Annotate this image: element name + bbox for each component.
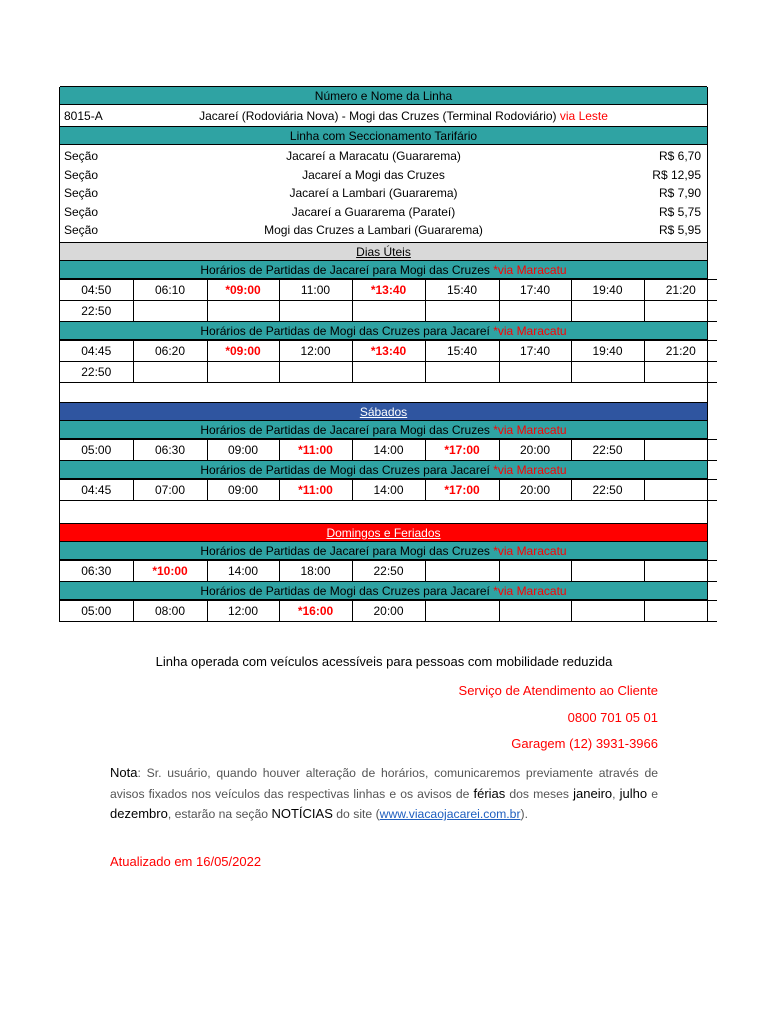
- note-text: , estarão na seção: [167, 807, 272, 821]
- section-price: R$ 7,90: [658, 186, 701, 200]
- sundays-band: [60, 523, 707, 542]
- departure-time: 06:10: [133, 279, 207, 300]
- departure-time: 12:00: [207, 600, 279, 621]
- note-text: ,: [612, 786, 620, 801]
- section-route: Jacareí a Lambari (Guararema): [289, 186, 458, 200]
- via-maracatu-label: *via Maracatu: [493, 543, 567, 558]
- departure-time: *17:00: [425, 439, 499, 460]
- sunday-mogi-band: [60, 581, 707, 600]
- departure-time: 17:40: [499, 340, 571, 361]
- dep-jacarei-label: Horários de Partidas de Jacareí para Mogi das Cruzes: [200, 262, 490, 277]
- time-row: [60, 439, 717, 460]
- time-row: [60, 560, 717, 581]
- empty-cell: [133, 361, 207, 382]
- section-route: Jacareí a Guararema (Parateí): [291, 204, 456, 219]
- departure-time: *09:00: [207, 340, 279, 361]
- departure-time: *10:00: [133, 560, 207, 581]
- empty-cell: [352, 361, 425, 382]
- departure-time: 04:45: [60, 479, 133, 500]
- departure-time: *11:00: [279, 479, 352, 500]
- departure-time: 12:00: [279, 340, 352, 361]
- empty-cell: [644, 300, 717, 321]
- departure-time: 04:45: [60, 340, 133, 361]
- departure-time: 15:40: [425, 279, 499, 300]
- empty-cell: [571, 600, 644, 621]
- line-via: via Leste: [559, 108, 608, 123]
- time-row: [60, 279, 717, 300]
- accessibility-note: Linha operada com veículos acessíveis para pessoas com mobilidade reduzida: [155, 654, 613, 669]
- sundays-title: Domingos e Feriados: [326, 525, 441, 540]
- empty-cell: [133, 300, 207, 321]
- departure-time: 21:20: [644, 279, 717, 300]
- departure-time: 22:50: [352, 560, 425, 581]
- section-route: Jacareí a Mogi das Cruzes: [302, 167, 445, 182]
- empty-cell: [279, 300, 352, 321]
- sunday-mogi-table: [60, 600, 717, 622]
- departure-time: 22:50: [60, 361, 133, 382]
- departure-time: 14:00: [352, 439, 425, 460]
- saturday-jacarei-band: [60, 420, 707, 439]
- empty-cell: [279, 361, 352, 382]
- empty-cell: [571, 560, 644, 581]
- departure-time: 07:00: [133, 479, 207, 500]
- departure-time: *11:00: [279, 439, 352, 460]
- departure-time: 06:20: [133, 340, 207, 361]
- note-label: Nota: [110, 765, 138, 780]
- departure-time: 21:20: [644, 340, 717, 361]
- note-text: : Sr. usuário, quando houver alteração de horários, comunicaremos previamente através de avisos fixados nos veículos das respectivas linhas e os avisos de: [110, 766, 658, 801]
- departure-time: 20:00: [499, 479, 571, 500]
- departure-time: *13:40: [352, 279, 425, 300]
- note-text: e: [647, 786, 658, 801]
- empty-cell: [425, 300, 499, 321]
- empty-cell: [571, 361, 644, 382]
- note-month-july: julho: [619, 785, 648, 801]
- departure-time: 20:00: [499, 439, 571, 460]
- section-row: [60, 166, 707, 185]
- empty-cell: [499, 560, 571, 581]
- time-row: [60, 300, 717, 321]
- empty-cell: [644, 361, 717, 382]
- section-route: Mogi das Cruzes a Lambari (Guararema): [264, 223, 483, 237]
- garage-phone[interactable]: Garagem (12) 3931-3966: [511, 736, 658, 751]
- line-name: Jacareí (Rodoviária Nova) - Mogi das Cruzes (Terminal Rodoviário): [199, 108, 557, 123]
- empty-cell: [571, 300, 644, 321]
- site-link[interactable]: www.viacaojacarei.com.br: [379, 807, 521, 821]
- departure-time: 08:00: [133, 600, 207, 621]
- service-title: Serviço de Atendimento ao Cliente: [458, 683, 658, 698]
- empty-cell: [425, 600, 499, 621]
- departure-time: 09:00: [207, 439, 279, 460]
- weekday-jacarei-band: [60, 260, 707, 279]
- empty-cell: [207, 300, 279, 321]
- dep-mogi-label: Horários de Partidas de Mogi das Cruzes para Jacareí: [200, 323, 490, 338]
- empty-cell: [425, 361, 499, 382]
- weekday-mogi-band: [60, 321, 707, 340]
- dep-jacarei-label: Horários de Partidas de Jacareí para Mogi das Cruzes: [200, 422, 490, 437]
- via-maracatu-label: *via Maracatu: [493, 583, 567, 598]
- departure-time: 14:00: [207, 560, 279, 581]
- departure-time: 19:40: [571, 279, 644, 300]
- schedule-note: [110, 763, 658, 825]
- note-text: dos meses: [505, 786, 574, 801]
- line-title: Número e Nome da Linha: [314, 89, 453, 103]
- section-label: Seção: [64, 223, 99, 237]
- section-row: [60, 203, 707, 222]
- saturday-mogi-band: [60, 460, 707, 479]
- dep-mogi-label: Horários de Partidas de Mogi das Cruzes para Jacareí: [200, 583, 490, 598]
- weekdays-title: Dias Úteis: [356, 244, 411, 259]
- empty-cell: [352, 300, 425, 321]
- sunday-jacarei-table: [60, 560, 717, 582]
- departure-time: 15:40: [425, 340, 499, 361]
- note-month-december: dezembro: [110, 806, 168, 821]
- schedule-sheet: [59, 87, 708, 622]
- via-maracatu-label: *via Maracatu: [493, 422, 567, 437]
- saturdays-band: [60, 402, 707, 421]
- time-row: [60, 479, 717, 500]
- section-row: [60, 221, 707, 240]
- via-maracatu-label: *via Maracatu: [493, 323, 567, 338]
- empty-cell: [499, 361, 571, 382]
- section-route: Jacareí a Maracatu (Guararema): [286, 149, 461, 163]
- note-noticias: NOTÍCIAS: [271, 806, 333, 821]
- note-month-january: janeiro: [573, 785, 613, 801]
- departure-time: *16:00: [279, 600, 352, 621]
- departure-time: 22:50: [571, 479, 644, 500]
- empty-cell: [499, 600, 571, 621]
- empty-cell: [425, 560, 499, 581]
- time-row: [60, 600, 717, 621]
- departure-time: *17:00: [425, 479, 499, 500]
- departure-time: 11:00: [279, 279, 352, 300]
- note-text: do site (: [332, 807, 380, 821]
- note-text: ).: [520, 807, 528, 821]
- departure-time: 19:40: [571, 340, 644, 361]
- weekday-mogi-table: [60, 340, 717, 383]
- weekday-jacarei-table: [60, 279, 717, 322]
- section-price: R$ 12,95: [652, 167, 701, 182]
- sections-list: [60, 145, 707, 243]
- sectioning-title: Linha com Seccionamento Tarifário: [289, 129, 478, 143]
- departure-time: 05:00: [60, 439, 133, 460]
- departure-time: 22:50: [571, 439, 644, 460]
- line-row: [60, 105, 707, 127]
- empty-cell: [644, 560, 717, 581]
- section-label: Seção: [64, 167, 99, 182]
- departure-time: 22:50: [60, 300, 133, 321]
- departure-time: 20:00: [352, 600, 425, 621]
- spacer-row: [60, 501, 707, 524]
- empty-cell: [499, 300, 571, 321]
- departure-time: 05:00: [60, 600, 133, 621]
- line-code: 8015-A: [64, 108, 103, 123]
- section-price: R$ 5,95: [658, 223, 701, 237]
- spacer-row: [60, 383, 707, 403]
- note-ferias: férias: [473, 785, 506, 801]
- section-row: [60, 184, 707, 203]
- saturdays-title: Sábados: [359, 404, 408, 419]
- via-maracatu-label: *via Maracatu: [493, 462, 567, 477]
- departure-time: 04:50: [60, 279, 133, 300]
- empty-cell: [644, 479, 717, 500]
- via-maracatu-label: *via Maracatu: [493, 262, 567, 277]
- dep-jacarei-label: Horários de Partidas de Jacareí para Mogi das Cruzes: [200, 543, 490, 558]
- empty-cell: [644, 439, 717, 460]
- departure-time: 14:00: [352, 479, 425, 500]
- departure-time: 09:00: [207, 479, 279, 500]
- section-label: Seção: [64, 186, 99, 200]
- saturday-mogi-table: [60, 479, 717, 501]
- section-price: R$ 6,70: [658, 149, 701, 163]
- dep-mogi-label: Horários de Partidas de Mogi das Cruzes para Jacareí: [200, 462, 490, 477]
- section-label: Seção: [64, 204, 99, 219]
- sectioning-band: [60, 126, 707, 145]
- departure-time: *13:40: [352, 340, 425, 361]
- line-name-wrap: [160, 105, 707, 127]
- time-row: [60, 340, 717, 361]
- saturday-jacarei-table: [60, 439, 717, 461]
- section-label: Seção: [64, 149, 99, 163]
- service-phone[interactable]: 0800 701 05 01: [567, 710, 658, 725]
- departure-time: *09:00: [207, 279, 279, 300]
- departure-time: 06:30: [60, 560, 133, 581]
- time-row: [60, 361, 717, 382]
- section-price: R$ 5,75: [658, 204, 701, 219]
- sunday-jacarei-band: [60, 541, 707, 560]
- departure-time: 17:40: [499, 279, 571, 300]
- empty-cell: [644, 600, 717, 621]
- departure-time: 06:30: [133, 439, 207, 460]
- section-row: [60, 147, 707, 166]
- line-title-band: [60, 86, 707, 105]
- empty-cell: [207, 361, 279, 382]
- departure-time: 18:00: [279, 560, 352, 581]
- weekdays-band: [60, 242, 707, 261]
- updated-date: Atualizado em 16/05/2022: [110, 854, 262, 869]
